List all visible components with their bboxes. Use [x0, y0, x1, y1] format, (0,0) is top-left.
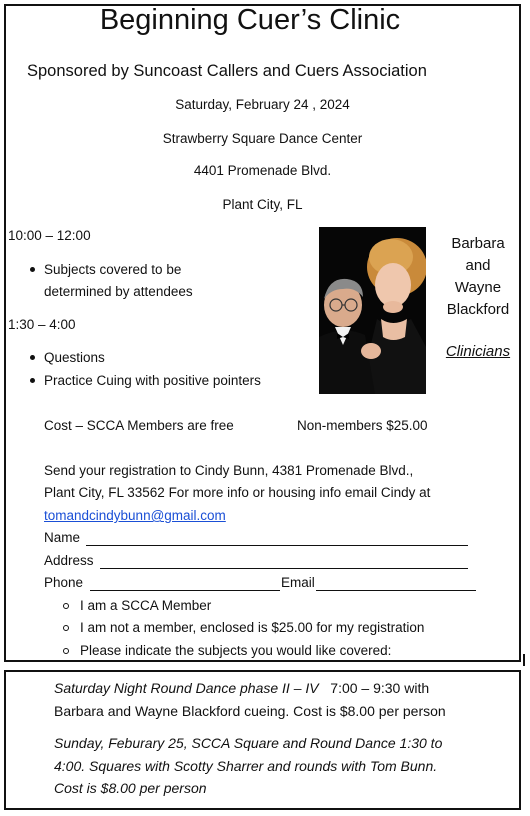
afternoon-practice: Practice Cuing with positive pointers	[44, 373, 261, 388]
morning-time: 10:00 – 12:00	[8, 228, 91, 243]
event-2-line-1: Sunday, Feburary 25, SCCA Square and Round Dance 1:30 to	[54, 735, 443, 751]
bullet-icon	[30, 355, 35, 360]
email-field-line[interactable]	[316, 590, 476, 591]
venue-address: 4401 Promenade Blvd.	[193, 163, 332, 178]
event-1-title: Saturday Night Round Dance phase II – IV	[54, 680, 319, 696]
morning-subjects-line-2: determined by attendees	[44, 284, 193, 299]
venue-city: Plant City, FL	[222, 197, 303, 212]
event-date: Saturday, February 24 , 2024	[175, 97, 350, 112]
event-1-line-1	[54, 677, 514, 699]
cost-members: Cost – SCCA Members are free	[44, 418, 234, 433]
address-field-label: Address	[44, 553, 94, 568]
member-option-circle-icon[interactable]	[63, 603, 69, 609]
event-1-line-2: Barbara and Wayne Blackford cueing. Cost is $8.00 per person	[54, 703, 446, 719]
email-field-label: Email	[281, 575, 315, 590]
subjects-option-circle-icon[interactable]	[63, 648, 69, 654]
page-title: Beginning Cuer’s Clinic	[99, 4, 401, 36]
registration-line-2: Plant City, FL 33562 For more info or housing info email Cindy at	[44, 485, 431, 500]
non-member-option-circle-icon[interactable]	[63, 625, 69, 631]
subjects-option-label: Please indicate the subjects you would like covered:	[80, 643, 392, 658]
sponsor-line: Sponsored by Suncoast Callers and Cuers Association	[27, 62, 427, 80]
bullet-icon	[30, 378, 35, 383]
clinician-name-line: Barbara	[451, 235, 505, 252]
phone-field-line[interactable]	[90, 590, 280, 591]
address-field-line[interactable]	[100, 568, 468, 569]
name-field-label: Name	[44, 530, 81, 545]
clinician-names	[434, 233, 522, 321]
phone-field-label: Phone	[44, 575, 84, 590]
clinicians-label: Clinicians	[445, 343, 511, 360]
non-member-option-label: I am not a member, enclosed is $25.00 for my registration	[80, 620, 425, 635]
clinician-name-line: and	[465, 257, 491, 274]
afternoon-time: 1:30 – 4:00	[8, 317, 76, 332]
registration-line-1: Send your registration to Cindy Bunn, 4381 Promenade Blvd.,	[44, 463, 414, 478]
clinicians-photo	[319, 227, 426, 394]
bullet-icon	[30, 267, 35, 272]
couple-photo-illustration	[319, 227, 426, 394]
frame-corner-mark	[523, 654, 525, 666]
clinician-name-line: Wayne	[454, 279, 502, 296]
name-field-line[interactable]	[86, 545, 468, 546]
event-2-line-3: Cost is $8.00 per person	[54, 780, 207, 796]
event-1-time: 7:00 – 9:30 with	[330, 680, 430, 696]
cost-non-members: Non-members $25.00	[297, 418, 428, 433]
event-2-line-2: 4:00. Squares with Scotty Sharrer and rounds with Tom Bunn.	[54, 758, 438, 774]
clinician-name-line: Blackford	[446, 301, 510, 318]
venue-name: Strawberry Square Dance Center	[162, 131, 363, 146]
morning-subjects-line-1: Subjects covered to be	[44, 262, 182, 277]
afternoon-questions: Questions	[44, 350, 105, 365]
contact-email-link[interactable]: tomandcindybunn@gmail.com	[44, 508, 226, 523]
member-option-label: I am a SCCA Member	[80, 598, 212, 613]
